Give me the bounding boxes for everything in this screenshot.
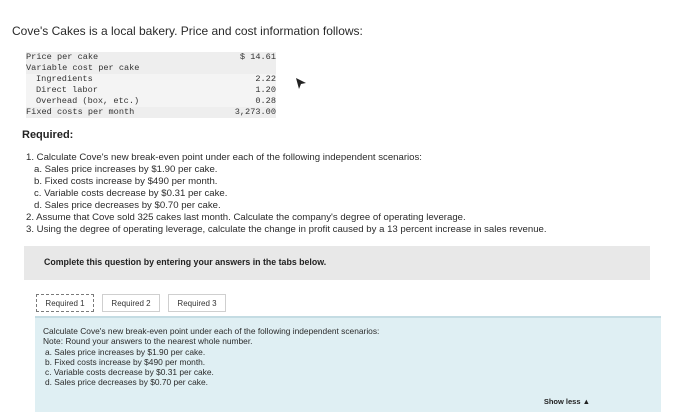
cost-value: 2.22 <box>255 74 276 84</box>
panel-instruction: Calculate Cove's new break-even point under each of the following independent scenarios: <box>43 326 380 336</box>
required-heading: Required: <box>22 129 74 141</box>
cost-row-direct-labor <box>26 85 276 96</box>
cost-label: Fixed costs per month <box>26 107 135 117</box>
question-1: 1. Calculate Cove's new break-even point under each of the following independent scenarios: <box>26 152 422 163</box>
question-1b: b. Fixed costs increase by $490 per month. <box>34 176 218 187</box>
cost-value: $ 14.61 <box>239 52 276 62</box>
cost-value: 3,273.00 <box>234 107 276 117</box>
question-3: 3. Using the degree of operating leverage, calculate the change in profit caused by a 13 percent increase in sales revenue. <box>26 224 547 235</box>
instruction-text: Complete this question by entering your answers in the tabs below. <box>44 257 327 267</box>
cost-value: 1.20 <box>255 85 276 95</box>
tab-required-1[interactable]: Required 1 <box>36 294 94 312</box>
show-less-button[interactable]: Show less ▲ <box>543 397 590 406</box>
question-1a: a. Sales price increases by $1.90 per cake. <box>34 164 218 175</box>
instruction-banner <box>24 246 650 280</box>
cost-row-price <box>26 52 276 63</box>
panel-scenario-d: d. Sales price decreases by $0.70 per cake. <box>45 377 208 387</box>
tab-required-2[interactable]: Required 2 <box>102 294 160 312</box>
question-1d: d. Sales price decreases by $0.70 per cake. <box>34 200 221 211</box>
cost-label: Variable cost per cake <box>26 63 140 73</box>
cost-row-overhead <box>26 96 276 107</box>
panel-scenario-a: a. Sales price increases by $1.90 per cake. <box>45 347 206 357</box>
cost-table <box>26 52 276 118</box>
panel-note: Note: Round your answers to the nearest whole number. <box>43 336 253 346</box>
cost-value: 0.28 <box>255 96 276 106</box>
tab-required-3[interactable]: Required 3 <box>168 294 226 312</box>
panel-scenario-b: b. Fixed costs increase by $490 per month. <box>45 357 206 367</box>
cost-label: Price per cake <box>26 52 99 62</box>
cost-row-fixed <box>26 107 276 118</box>
panel-scenario-c: c. Variable costs decrease by $0.31 per cake. <box>45 367 214 377</box>
cost-label: Overhead (box, etc.) <box>36 96 140 106</box>
mouse-pointer-icon <box>294 77 308 91</box>
question-1c: c. Variable costs decrease by $0.31 per cake. <box>34 188 228 199</box>
cost-label: Ingredients <box>36 74 93 84</box>
cost-label: Direct labor <box>36 85 98 95</box>
problem-intro: Cove's Cakes is a local bakery. Price and cost information follows: <box>12 24 363 38</box>
cost-row-variable <box>26 63 276 74</box>
question-2: 2. Assume that Cove sold 325 cakes last month. Calculate the company's degree of operating leverage. <box>26 212 466 223</box>
cost-row-ingredients <box>26 74 276 85</box>
